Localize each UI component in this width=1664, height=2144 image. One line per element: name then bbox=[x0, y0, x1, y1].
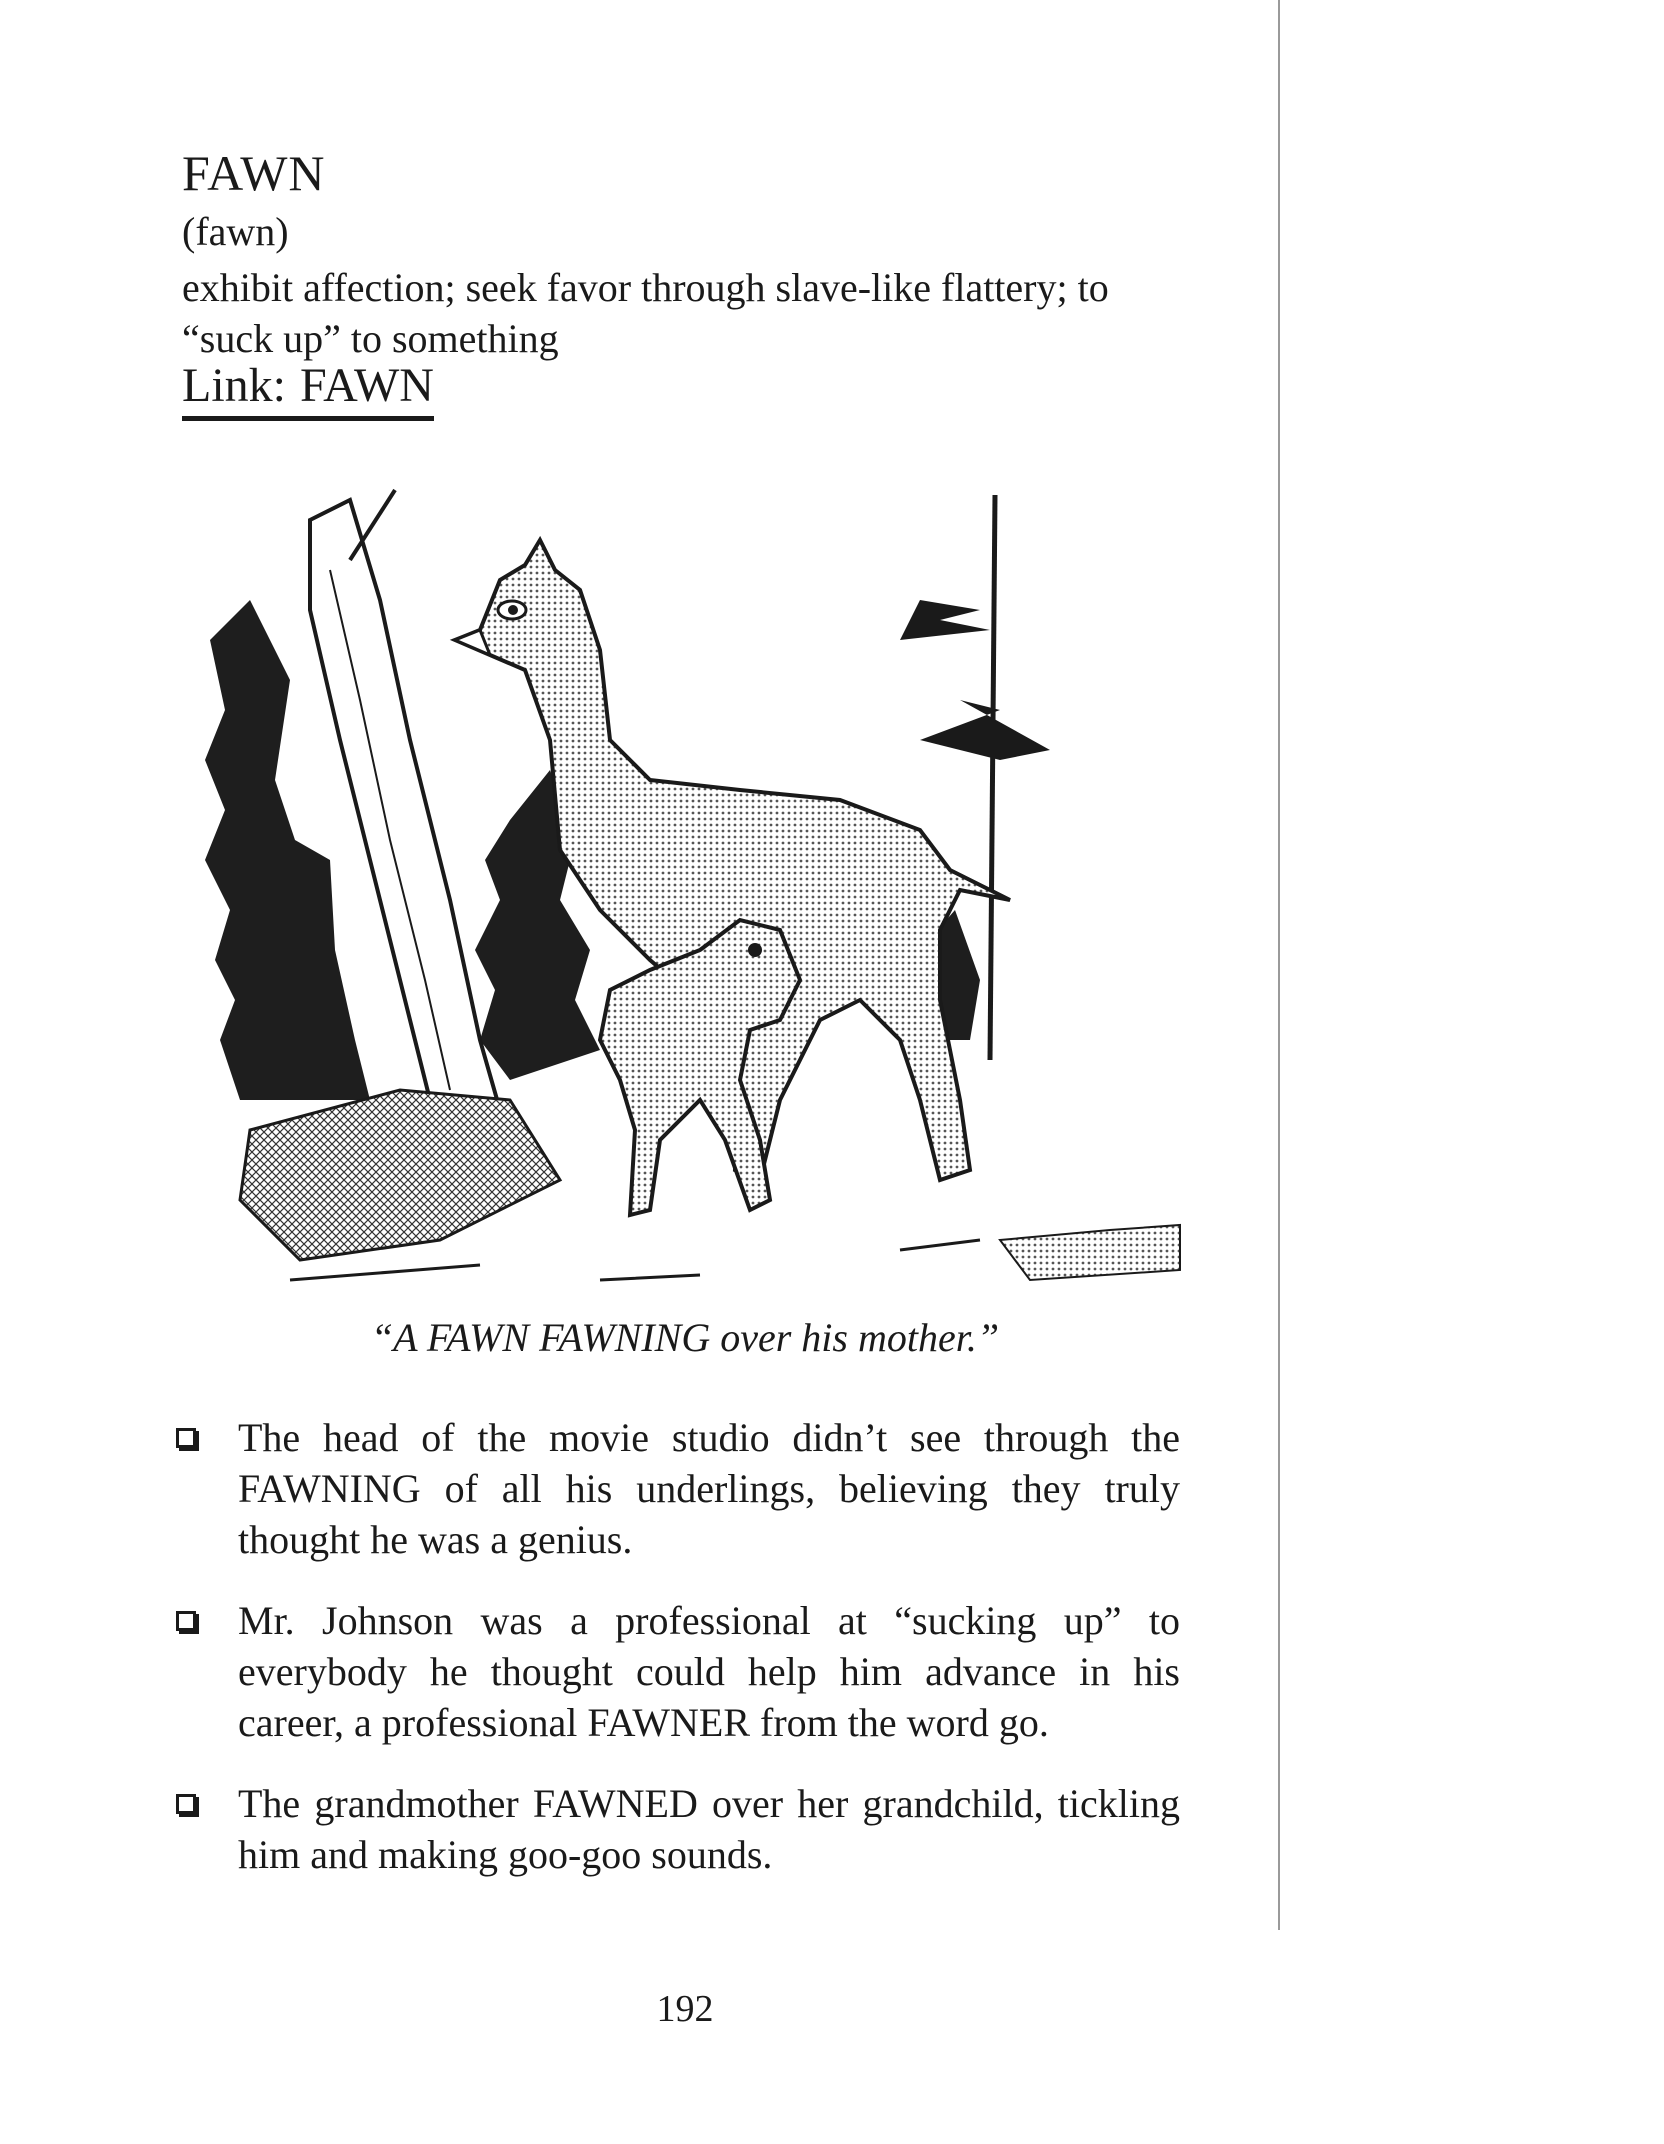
example-item bbox=[170, 1412, 1180, 1565]
link-word: FAWN bbox=[300, 359, 434, 412]
fawn-illustration bbox=[180, 480, 1190, 1310]
link-label: Link: bbox=[182, 359, 286, 412]
entry-pronunciation: (fawn) bbox=[182, 209, 289, 254]
memory-link bbox=[182, 359, 434, 421]
example-item bbox=[170, 1778, 1180, 1880]
example-sentences bbox=[170, 1412, 1180, 1910]
page-edge-rule bbox=[1278, 0, 1280, 1930]
illustration-caption: “A FAWN FAWNING over his mother.” bbox=[370, 1315, 1000, 1360]
ground-patch bbox=[1000, 1225, 1180, 1280]
page-number: 192 bbox=[656, 1988, 714, 2030]
example-text: The grandmother FAWNED over her grandchild, tickling him and making goo-goo sounds. bbox=[238, 1781, 1180, 1877]
entry-headword: FAWN bbox=[182, 145, 326, 201]
example-text: The head of the movie studio didn’t see through the FAWNING of all his underlings, believing they truly thought he was a genius. bbox=[238, 1415, 1180, 1562]
example-text: Mr. Johnson was a professional at “sucking up” to everybody he thought could help him advance in his career, a professional FAWNER from the word go. bbox=[238, 1598, 1180, 1745]
checkbox-icon bbox=[176, 1611, 196, 1631]
ground-shadow bbox=[240, 1090, 560, 1260]
entry-definition: exhibit affection; seek favor through slave-like flattery; to “suck up” to something bbox=[182, 265, 1109, 361]
checkbox-icon bbox=[176, 1428, 196, 1448]
checkbox-icon bbox=[176, 1794, 196, 1814]
example-item bbox=[170, 1595, 1180, 1748]
